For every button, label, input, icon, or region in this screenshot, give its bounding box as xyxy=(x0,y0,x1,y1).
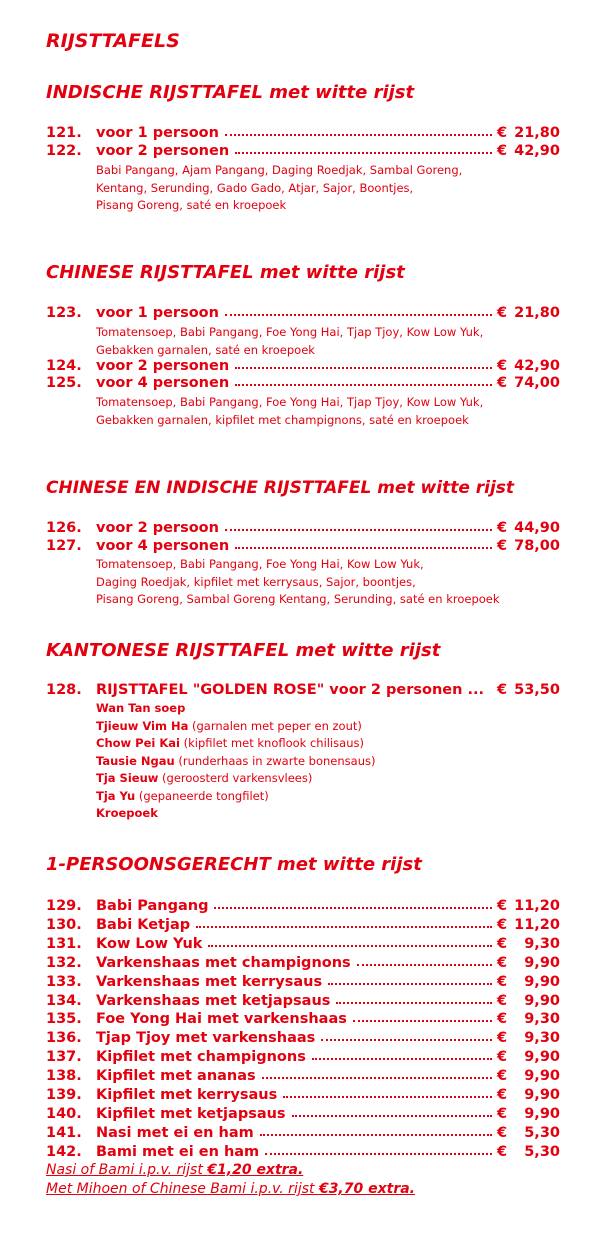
item-name: voor 2 personen xyxy=(96,143,230,159)
item-name: Nasi met ei en ham xyxy=(96,1125,254,1141)
euro-sign: € xyxy=(497,1030,508,1046)
description-line: Tomatensoep, Babi Pangang, Foe Yong Hai, Tjap Tjoy, Kow Low Yuk, xyxy=(96,325,484,339)
item-price: 9,90 xyxy=(524,1106,560,1122)
description-123 xyxy=(96,324,483,359)
dot-leader xyxy=(208,945,492,947)
course-note: (geroosterd varkensvlees) xyxy=(162,771,313,785)
menu-row xyxy=(46,143,560,162)
euro-sign: € xyxy=(497,358,508,374)
menu-row xyxy=(46,1011,560,1030)
note-text: Met Mihoen of Chinese Bami i.p.v. rijst xyxy=(46,1181,319,1197)
dot-leader xyxy=(328,983,492,985)
item-name: Kipfilet met ketjapsaus xyxy=(96,1106,286,1122)
menu-row xyxy=(46,917,560,936)
description-line: Tomatensoep, Babi Pangang, Foe Yong Hai, Kow Low Yuk, xyxy=(96,557,424,571)
euro-sign: € xyxy=(497,1068,508,1084)
euro-sign: € xyxy=(497,1125,508,1141)
menu-row xyxy=(46,1106,560,1125)
euro-sign: € xyxy=(497,520,508,536)
description-line: Babi Pangang, Ajam Pangang, Daging Roedjak, Sambal Goreng, xyxy=(96,163,463,177)
dot-leader xyxy=(235,152,492,154)
euro-sign: € xyxy=(497,305,508,321)
dot-leader xyxy=(214,907,492,909)
item-name: Varkenshaas met champignons xyxy=(96,955,351,971)
menu-row xyxy=(46,955,560,974)
course-name: Chow Pei Kai xyxy=(96,736,180,750)
item-price: 5,30 xyxy=(524,1125,560,1141)
item-name: voor 2 personen xyxy=(96,358,230,374)
menu-row xyxy=(46,1125,560,1144)
euro-sign: € xyxy=(497,993,508,1009)
item-name: Kipfilet met champignons xyxy=(96,1049,306,1065)
item-price: 9,30 xyxy=(524,936,560,952)
item-number: 141. xyxy=(46,1125,82,1141)
item-name: voor 2 persoon xyxy=(96,520,219,536)
item-name: voor 1 persoon xyxy=(96,305,219,321)
description-line: Tomatensoep, Babi Pangang, Foe Yong Hai, Tjap Tjoy, Kow Low Yuk, xyxy=(96,395,484,409)
course-list-128 xyxy=(96,700,375,823)
item-number: 135. xyxy=(46,1011,82,1027)
item-number: 137. xyxy=(46,1049,82,1065)
item-number: 131. xyxy=(46,936,82,952)
item-price: 9,30 xyxy=(524,1011,560,1027)
menu-row xyxy=(46,1030,560,1049)
item-name: Babi Ketjap xyxy=(96,917,191,933)
item-number: 127. xyxy=(46,538,82,554)
item-price: 53,50 xyxy=(514,682,560,698)
note-extra: €1,20 extra. xyxy=(207,1162,304,1178)
item-number: 136. xyxy=(46,1030,82,1046)
item-name: Foe Yong Hai met varkenshaas xyxy=(96,1011,347,1027)
euro-sign: € xyxy=(497,898,508,914)
dot-leader xyxy=(312,1058,492,1060)
menu-row xyxy=(46,1087,560,1106)
course-note: (gepaneerde tongfilet) xyxy=(138,788,269,803)
dot-leader xyxy=(196,926,492,928)
item-number: 126. xyxy=(46,520,82,536)
item-number: 132. xyxy=(46,955,82,971)
euro-sign: € xyxy=(497,1106,508,1122)
item-number: 129. xyxy=(46,898,82,914)
item-price: 9,90 xyxy=(524,974,560,990)
item-number: 121. xyxy=(46,125,82,141)
course-item xyxy=(96,788,375,806)
dot-leader xyxy=(292,1115,492,1117)
course-name: Tausie Ngau xyxy=(96,753,175,768)
item-number: 128. xyxy=(46,682,82,698)
dot-leader xyxy=(235,367,492,369)
menu-row xyxy=(46,538,560,557)
item-name: Kipfilet met kerrysaus xyxy=(96,1087,278,1103)
item-price: 11,20 xyxy=(514,917,560,933)
item-name: voor 4 personen xyxy=(96,538,230,554)
description-121-122 xyxy=(96,162,462,215)
description-line: Gebakken garnalen, saté en kroepoek xyxy=(96,342,315,357)
dot-leader xyxy=(235,547,492,549)
item-price: 9,90 xyxy=(524,1087,560,1103)
item-number: 125. xyxy=(46,375,82,391)
item-name: RIJSTTAFEL "GOLDEN ROSE" voor 2 personen ... xyxy=(96,682,485,698)
item-price: 21,80 xyxy=(514,125,560,141)
menu-row xyxy=(46,125,560,144)
item-price: 78,00 xyxy=(514,538,560,554)
item-number: 122. xyxy=(46,143,82,159)
course-item xyxy=(96,753,375,771)
course-name: Tja Sieuw xyxy=(96,771,159,785)
menu-row xyxy=(46,305,560,324)
course-note: (kipfilet met knoflook chilisaus) xyxy=(183,736,364,750)
description-line: Daging Roedjak, kipfilet met kerrysaus, Sajor, boontjes, xyxy=(96,574,416,589)
euro-sign: € xyxy=(497,936,508,952)
item-number: 123. xyxy=(46,305,82,321)
item-price: 9,30 xyxy=(524,1030,560,1046)
item-price: 21,80 xyxy=(514,305,560,321)
euro-sign: € xyxy=(497,974,508,990)
euro-sign: € xyxy=(497,143,508,159)
description-line: Pisang Goreng, saté en kroepoek xyxy=(96,198,287,212)
item-name: voor 4 personen xyxy=(96,375,230,391)
course-name: Kroepoek xyxy=(96,806,158,820)
menu-row xyxy=(46,375,560,394)
description-126-127 xyxy=(96,556,500,609)
item-number: 134. xyxy=(46,993,82,1009)
item-number: 133. xyxy=(46,974,82,990)
description-line: Gebakken garnalen, kipfilet met champignons, saté en kroepoek xyxy=(96,412,469,427)
course-item xyxy=(96,770,375,788)
euro-sign: € xyxy=(497,955,508,971)
euro-sign: € xyxy=(497,682,508,698)
item-price: 42,90 xyxy=(514,143,560,159)
section-heading-indische: INDISCHE RIJSTTAFEL met witte rijst xyxy=(46,82,415,103)
section-heading-chinese: CHINESE RIJSTTAFEL met witte rijst xyxy=(46,262,405,283)
note-mihoen xyxy=(46,1181,415,1197)
dot-leader xyxy=(283,1096,492,1098)
section-heading-1persoon: 1-PERSOONSGERECHT met witte rijst xyxy=(46,854,422,875)
dot-leader xyxy=(321,1039,492,1041)
description-line: Pisang Goreng, Sambal Goreng Kentang, Serunding, saté en kroepoek xyxy=(96,592,500,606)
note-text: Nasi of Bami i.p.v. rijst xyxy=(46,1162,208,1178)
euro-sign: € xyxy=(497,1144,508,1160)
item-price: 11,20 xyxy=(514,898,560,914)
euro-sign: € xyxy=(497,1087,508,1103)
item-price: 5,30 xyxy=(524,1144,560,1160)
dot-leader xyxy=(260,1134,492,1136)
course-item xyxy=(96,700,375,718)
dot-leader xyxy=(265,1153,492,1155)
menu-row xyxy=(46,898,560,917)
course-item xyxy=(96,735,375,753)
course-name: Wan Tan soep xyxy=(96,701,186,715)
course-name: Tjieuw Vim Ha xyxy=(96,718,189,733)
dot-leader xyxy=(353,1020,492,1022)
note-nasi-bami xyxy=(46,1162,303,1178)
course-note: (garnalen met peper en zout) xyxy=(192,718,362,733)
item-number: 142. xyxy=(46,1144,82,1160)
euro-sign: € xyxy=(497,125,508,141)
dot-leader xyxy=(235,384,492,386)
dot-leader xyxy=(357,964,492,966)
dot-leader xyxy=(262,1077,492,1079)
menu-row xyxy=(46,1049,560,1068)
item-name: Varkenshaas met ketjapsaus xyxy=(96,993,331,1009)
menu-row xyxy=(46,974,560,993)
dot-leader xyxy=(225,529,492,531)
page-title: RIJSTTAFELS xyxy=(46,30,180,52)
menu-row xyxy=(46,1144,560,1163)
menu-row xyxy=(46,520,560,539)
description-125 xyxy=(96,394,483,429)
item-price: 9,90 xyxy=(524,1049,560,1065)
menu-row xyxy=(46,936,560,955)
item-number: 124. xyxy=(46,358,82,374)
dot-leader xyxy=(225,314,492,316)
description-line: Kentang, Serunding, Gado Gado, Atjar, Sajor, Boontjes, xyxy=(96,180,414,195)
dot-leader xyxy=(336,1002,492,1004)
item-name: Kipfilet met ananas xyxy=(96,1068,256,1084)
dot-leader xyxy=(225,134,492,136)
euro-sign: € xyxy=(497,1049,508,1065)
item-name: Bami met ei en ham xyxy=(96,1144,260,1160)
course-item xyxy=(96,805,375,823)
note-extra: €3,70 extra. xyxy=(318,1181,415,1197)
menu-row xyxy=(46,1068,560,1087)
euro-sign: € xyxy=(497,375,508,391)
item-number: 140. xyxy=(46,1106,82,1122)
course-note: (runderhaas in zwarte bonensaus) xyxy=(178,753,376,768)
item-price: 74,00 xyxy=(514,375,560,391)
item-name: Kow Low Yuk xyxy=(96,936,203,952)
item-number: 139. xyxy=(46,1087,82,1103)
course-name: Tja Yu xyxy=(96,788,136,803)
item-number: 130. xyxy=(46,917,82,933)
section-heading-chinese-indische: CHINESE EN INDISCHE RIJSTTAFEL met witte rijst xyxy=(46,478,515,498)
euro-sign: € xyxy=(497,538,508,554)
item-price: 9,90 xyxy=(524,993,560,1009)
menu-row xyxy=(46,993,560,1012)
item-price: 9,90 xyxy=(524,955,560,971)
euro-sign: € xyxy=(497,1011,508,1027)
item-price: 42,90 xyxy=(514,358,560,374)
menu-row xyxy=(46,682,560,701)
item-name: Babi Pangang xyxy=(96,898,209,914)
item-number: 138. xyxy=(46,1068,82,1084)
item-name: Varkenshaas met kerrysaus xyxy=(96,974,323,990)
item-name: Tjap Tjoy met varkenshaas xyxy=(96,1030,316,1046)
course-item xyxy=(96,718,375,736)
item-price: 9,90 xyxy=(524,1068,560,1084)
item-price: 44,90 xyxy=(514,520,560,536)
section-heading-kantonese: KANTONESE RIJSTTAFEL met witte rijst xyxy=(46,640,441,661)
item-name: voor 1 persoon xyxy=(96,125,219,141)
euro-sign: € xyxy=(497,917,508,933)
